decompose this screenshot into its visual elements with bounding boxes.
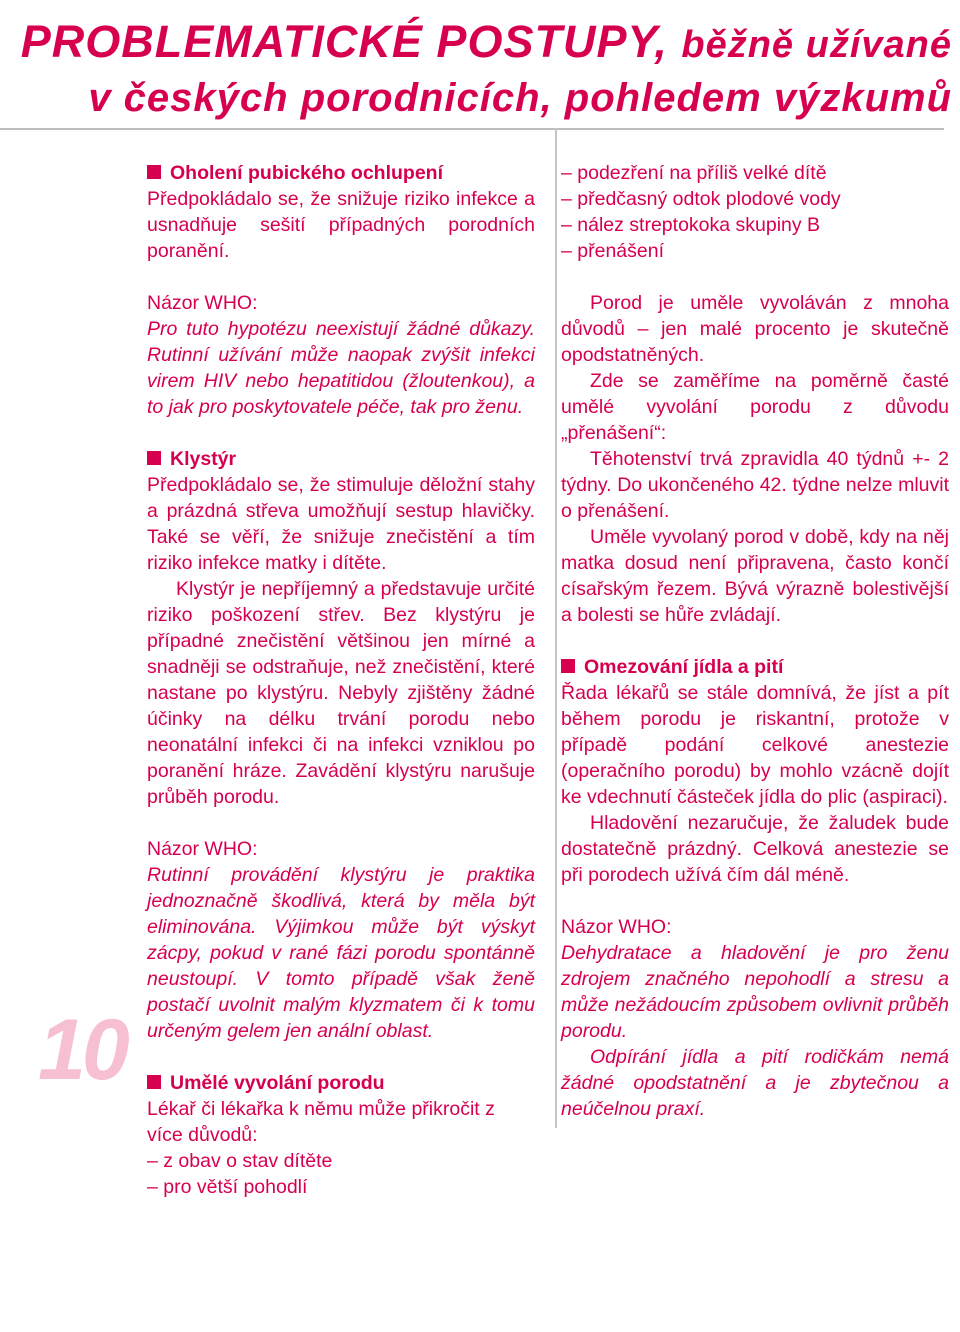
induction-paragraph-4: Uměle vyvolaný porod v době, kdy na něj matka dosud není připravena, často končí císařským řezem. Bývá výrazně bolestivější a bolesti se hůře zvládají.	[561, 526, 949, 626]
who-opinion-enema: Rutinní provádění klystýru je praktika jednoznačně škodlivá, která by měla být eliminována. Výjimkou může být výskyt zácpy, pokud v rané fázi porodu spontánně neustoupí. V tomto případě však ženě postačí uvolnit malým klyzmatem či k tomu určeným gelem jen anální oblast.	[147, 864, 535, 1042]
shaving-text: Předpokládalo se, že snižuje riziko infekce a usnadňuje sešití případných porodních poranění.	[147, 188, 535, 262]
page-title-line-1	[21, 12, 952, 75]
induction-paragraph-1: Porod je uměle vyvoláván z mnoha důvodů – jen malé procento je skutečně opodstatněných.	[561, 292, 949, 366]
who-label: Názor WHO:	[147, 292, 258, 314]
who-label: Názor WHO:	[561, 916, 672, 938]
header-divider	[0, 128, 944, 130]
title-sub: běžně užívané	[681, 24, 952, 66]
induction-paragraph-2: Zde se zaměříme na poměrně časté umělé vyvolání porodu z důvodu „přenášení“:	[561, 370, 949, 444]
section-heading-enema: Klystýr	[147, 446, 535, 472]
enema-text-2: Klystýr je nepříjemný a představuje určité riziko poškození střev. Bez klystýru je případné znečistění většinou jen mírné a snadněji se odstraňuje, než znečistění, které nastane po klystýru. Nebyly zjištěny žádné účinky na délku trvání porodu nebo neonatální infekci či na infekci vzniklou po poranění hráze. Zavádění klystýru narušuje průběh porodu.	[147, 578, 535, 808]
who-label: Názor WHO:	[147, 838, 258, 860]
induction-reason-2: – podezření na příliš velké dítě	[561, 162, 827, 184]
food-paragraph-2: Hladovění nezaručuje, že žaludek bude dostatečně prázdný. Celková anestezie se při porodech užívá čím dál méně.	[561, 812, 949, 886]
induction-paragraph-3: Těhotenství trvá zpravidla 40 týdnů +- 2 týdny. Do ukončeného 42. týdne nelze mluvit o přenášení.	[561, 448, 949, 522]
who-opinion-shaving: Pro tuto hypotézu neexistují žádné důkazy. Rutinní užívání může naopak zvýšit infekci virem HIV nebo hepatitidou (žloutenkou), a to jak pro poskytovatele péče, tak pro ženu.	[147, 318, 535, 418]
left-column	[147, 160, 535, 1200]
section-heading-induction: Umělé vyvolání porodu	[147, 1070, 535, 1096]
page-title-line-2: v českých porodnicích, pohledem výzkumů	[88, 76, 952, 120]
page-number: 10	[38, 1002, 126, 1098]
title-main: PROBLEMATICKÉ POSTUPY,	[20, 16, 668, 67]
induction-text: Lékař či lékařka k němu může přikročit z více důvodů:	[147, 1098, 495, 1146]
who-opinion-food-1: Dehydratace a hladovění je pro ženu zdrojem značného nepohodlí a stresu a může nežádoucím způsobem ovlivnit průběh porodu.	[561, 942, 949, 1042]
column-divider	[555, 128, 557, 1128]
right-column	[561, 160, 949, 1122]
induction-reason-3: – předčasný odtok plodové vody	[561, 188, 841, 210]
induction-reason-0: – z obav o stav dítěte	[147, 1150, 333, 1172]
induction-reason-4: – nález streptokoka skupiny B	[561, 214, 821, 236]
section-heading-shaving: Oholení pubického ochlupení	[147, 160, 535, 186]
food-paragraph-1: Řada lékařů se stále domnívá, že jíst a pít během porodu je riskantní, protože v případě podání celkové anestezie (operačního porodu) by mohlo vzácně dojít ke vdechnutí částeček jídla do plic (aspiraci).	[561, 682, 949, 808]
who-opinion-food-2: Odpírání jídla a pití rodičkám nemá žádné opodstatnění a je zbytečnou a neúčelnou praxí.	[561, 1046, 949, 1120]
induction-reason-1: – pro větší pohodlí	[147, 1176, 308, 1198]
induction-reason-5: – přenášení	[561, 240, 664, 262]
enema-text-1: Předpokládalo se, že stimuluje děložní stahy a prázdná střeva umožňují sestup hlavičky. Také se věří, že snižuje znečistění a tím riziko infekce matky i dítěte.	[147, 474, 535, 574]
section-heading-food: Omezování jídla a pití	[561, 654, 949, 680]
